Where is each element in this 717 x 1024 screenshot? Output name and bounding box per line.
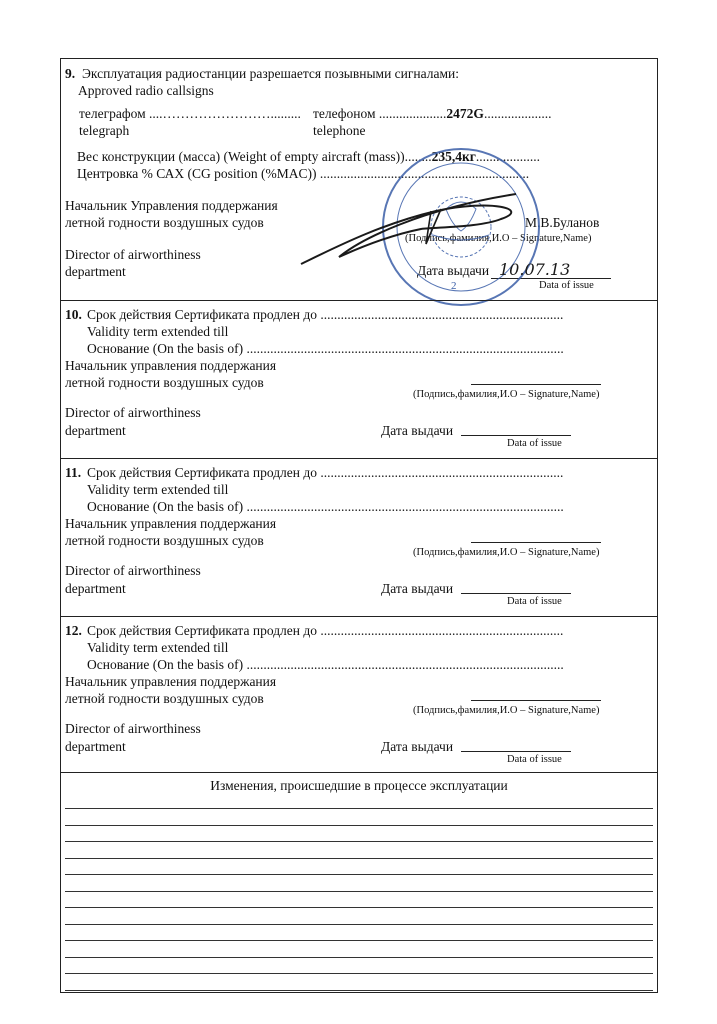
issue-date-label: Дата выдачи — [417, 263, 490, 278]
signature-line — [471, 384, 601, 385]
weight-dots: ........ — [404, 149, 432, 164]
blank-line — [65, 973, 653, 974]
changes-section — [61, 772, 657, 994]
section-number: 11. — [65, 465, 82, 480]
telephone-dots: .................... — [483, 106, 552, 121]
handwritten-date — [61, 59, 659, 319]
signature-line — [471, 700, 601, 701]
extension-basis: Основание (On the basis of) .............................................................................................. — [87, 341, 564, 356]
extension-basis: Основание (On the basis of) .............................................................................................. — [87, 499, 564, 514]
head-ru-line2: летной годности воздушных судов — [65, 691, 264, 706]
blank-line — [65, 808, 653, 809]
extension-basis: Основание (On the basis of) .............................................................................................. — [87, 657, 564, 672]
telegraph-label: телеграфом ....……………………......... — [79, 106, 301, 121]
telephone-en: telephone — [313, 123, 366, 138]
extension-title-en: Validity term extended till — [87, 482, 229, 497]
section-number: 9. — [65, 66, 76, 81]
signature-caption: (Подпись,фамилия,И.О – Signature,Name) — [413, 389, 600, 400]
head-ru-line1: Начальник управления поддержания — [65, 674, 277, 689]
blank-line — [65, 924, 653, 925]
issue-date-line — [461, 751, 571, 752]
handwritten-issue-date: 10.07.13 — [499, 260, 571, 279]
changes-title: Изменения, происшедшие в процессе эксплуатации — [210, 778, 508, 793]
director-line2: department — [65, 739, 126, 754]
telephone-value: 2472G — [446, 106, 484, 121]
issue-date-en: Data of issue — [539, 280, 594, 291]
signature-caption: (Подпись,фамилия,И.О – Signature,Name) — [413, 705, 600, 716]
weight-trail: ................... — [475, 149, 540, 164]
extension-title-en: Validity term extended till — [87, 640, 229, 655]
issue-date-line — [461, 593, 571, 594]
weight-value: 235,4кг — [431, 149, 476, 164]
stamp-digit: 2 — [451, 280, 457, 292]
director-line2: department — [65, 264, 126, 279]
director-line1: Director of airworthiness — [65, 247, 201, 262]
extension-title: Срок действия Сертификата продлен до ........................................................................ — [87, 307, 564, 322]
blank-line — [65, 907, 653, 908]
issue-date-label: Дата выдачи — [381, 739, 454, 754]
director-line1: Director of airworthiness — [65, 563, 201, 578]
signature-line — [471, 542, 601, 543]
blank-line — [65, 957, 653, 958]
issue-date-label: Дата выдачи — [381, 581, 454, 596]
blank-line — [65, 841, 653, 842]
director-line2: department — [65, 581, 126, 596]
section-10 — [61, 300, 657, 458]
issue-date-en: Data of issue — [507, 754, 562, 765]
signature-caption: (Подпись,фамилия,И.О – Signature,Name) — [413, 547, 600, 558]
section-title: Эксплуатация радиостанции разрешается позывными сигналами: — [82, 66, 459, 81]
director-line1: Director of airworthiness — [65, 721, 201, 736]
blank-line — [65, 990, 653, 991]
telephone-label: телефоном .................... — [313, 106, 447, 121]
section-11 — [61, 458, 657, 616]
cg-position: Центровка % САХ (CG position (%MAC)) .............................................................. — [77, 166, 530, 181]
director-line1: Director of airworthiness — [65, 405, 201, 420]
head-ru-line2: летной годности воздушных судов — [65, 533, 264, 548]
certificate-page — [60, 58, 658, 993]
blank-line — [65, 940, 653, 941]
section-number: 12. — [65, 623, 82, 638]
issue-date-line — [461, 435, 571, 436]
blank-line — [65, 858, 653, 859]
extension-title-en: Validity term extended till — [87, 324, 229, 339]
section-title-en: Approved radio callsigns — [78, 83, 214, 98]
section-number: 10. — [65, 307, 82, 322]
head-ru-line1: Начальник управления поддержания — [65, 358, 277, 373]
extension-title: Срок действия Сертификата продлен до ........................................................................ — [87, 465, 564, 480]
head-ru-line1: Начальник Управления поддержания — [65, 198, 278, 213]
signer-name: М.В.Буланов — [525, 215, 600, 230]
head-ru-line1: Начальник управления поддержания — [65, 516, 277, 531]
head-ru-line2: летной годности воздушных судов — [65, 215, 264, 230]
issue-date-label: Дата выдачи — [381, 423, 454, 438]
weight-label: Вес конструкции (масса) (Weight of empty aircraft (mass)) — [77, 149, 405, 164]
signature-caption: (Подпись,фамилия,И.О – Signature,Name) — [405, 233, 592, 244]
director-line2: department — [65, 423, 126, 438]
issue-date-en: Data of issue — [507, 438, 562, 449]
blank-line — [65, 891, 653, 892]
extension-title: Срок действия Сертификата продлен до ........................................................................ — [87, 623, 564, 638]
blank-line — [65, 825, 653, 826]
telegraph-en: telegraph — [79, 123, 130, 138]
issue-date-en: Data of issue — [507, 596, 562, 607]
section-12 — [61, 616, 657, 772]
blank-line — [65, 874, 653, 875]
head-ru-line2: летной годности воздушных судов — [65, 375, 264, 390]
